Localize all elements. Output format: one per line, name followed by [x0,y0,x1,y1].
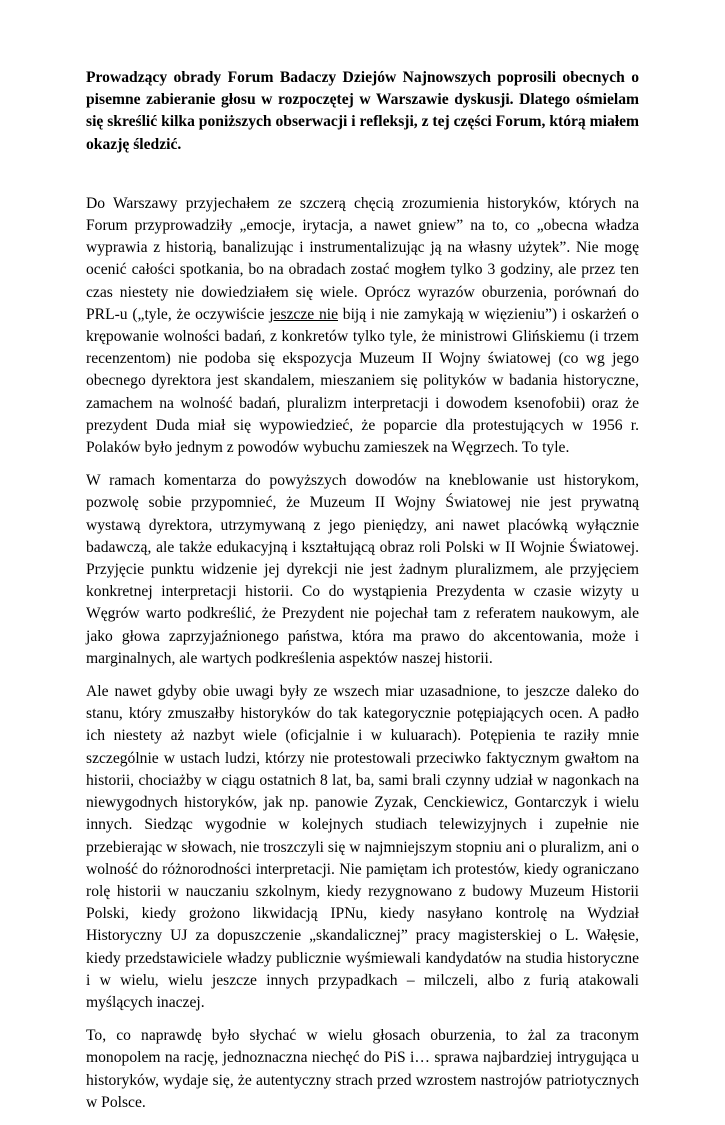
paragraph-3: Ale nawet gdyby obie uwagi były ze wszech miar uzasadnione, to jeszcze daleko do stanu, który zmuszałby historyków do tak kategorycznie potępiających ocen. A padło ich niestety aż nazbyt wiele (oficjalnie i w kuluarach). Potępienia te raziły mnie szczególnie w ustach ludzi, którzy nie protestowali przeciwko faktycznym gwałtom na historii, chociażby w ciągu ostatnich 8 lat, ba, sami brali czynny udział w nagonkach na niewygodnych historyków, jak np. panowie Zyzak, Cenckiewicz, Gontarczyk i wielu innych. Siedząc wygodnie w kolejnych studiach telewizyjnych i zupełnie nie przebierając w słowach, nie troszczyli się w najmniejszym stopniu ani o pluralizm, ani o wolność do różnorodności interpretacji. Nie pamiętam ich protestów, kiedy ograniczano rolę historii w nauczaniu szkolnym, kiedy rezygnowano z budowy Muzeum Historii Polski, kiedy grożono likwidacją IPNu, kiedy nasyłano kontrolę na Wydział Historyczny UJ za dopuszczenie „skandalicznej” pracy magisterskiej o L. Wałęsie, kiedy przedstawiciele władzy publicznie wyśmiewali kandydatów na studia historyczne i w wielu, wielu jeszcze innych przypadkach – milczeli, albo z furią atakowali myślących inaczej. [86,683,639,1011]
intro-paragraph: Prowadzący obrady Forum Badaczy Dziejów Najnowszych poprosili obecnych o pisemne zabieranie głosu w rozpoczętej w Warszawie dyskusji. Dlatego ośmielam się skreślić kilka poniższych obserwacji i refleksji, z tej części Forum, którą miałem okazję śledzić. [86,69,639,153]
paragraph-4: To, co naprawdę było słychać w wielu głosach oburzenia, to żal za traconym monopolem na rację, jednoznaczna niechęć do PiS i… sprawa najbardziej intrygująca u historyków, wydaje się, że autentyczny strach przed wzrostem nastrojów patriotycznych w Polsce. [86,1027,639,1111]
document-page [86,67,639,1125]
underlined-phrase: jeszcze nie [269,305,339,323]
paragraph-1-text-before: Do Warszawy przyjechałem ze szczerą chęcią zrozumienia historyków, których na Forum przyprowadziły „emocje, irytacja, a nawet gniew” na to, co „obecna władza wyprawia z historią, banalizując i instrumentalizując ją na własny użytek”. Nie mogę ocenić całości spotkania, bo na obradach zostać mogłem tylko 3 godziny, ale przez ten czas niestety nie dowiedziałem się wiele. Oprócz wyrazów oburzenia, porównań do PRL-u („tyle, że oczywiście [86,194,639,323]
paragraph-1-text-after: biją i nie zamykają w więzieniu”) i oskarżeń o krępowanie wolności badań, z konkretów tylko tyle, że ministrowi Glińskiemu (i trzem recenzentom) nie podoba się ekspozycja Muzeum II Wojny światowej (co wg jego obecnego dyrektora jest skandalem, mieszaniem się polityków w badania historyczne, zamachem na wolność badań, pluralizm interpretacji i dowodem ksenofobii) oraz że prezydent Duda miał się wypowiedzieć, że poparcie dla protestujących w 1956 r. Polaków było jednym z powodów wybuchu zamieszek na Węgrzech. To tyle. [86,305,639,457]
paragraph-2: W ramach komentarza do powyższych dowodów na kneblowanie ust historykom, pozwolę sobie przypomnieć, że Muzeum II Wojny Światowej nie jest prywatną wystawą dyrektora, utrzymywaną z jego pieniędzy, ani nawet placówką wyłącznie badawczą, ale także edukacyjną i kształtującą obraz roli Polski w II Wojnie Światowej. Przyjęcie punktu widzenie jej dyrekcji nie jest żadnym pluralizmem, ale przyjęciem konkretnej interpretacji historii. Co do wystąpienia Prezydenta w czasie wizyty u Węgrów warto podkreślić, że Prezydent nie pojechał tam z referatem naukowym, ale jako głowa zaprzyjaźnionego państwa, która ma prawo do akcentowania, może i marginalnych, ale wartych podkreślenia aspektów naszej historii. [86,472,639,667]
paragraph-1 [86,193,639,459]
